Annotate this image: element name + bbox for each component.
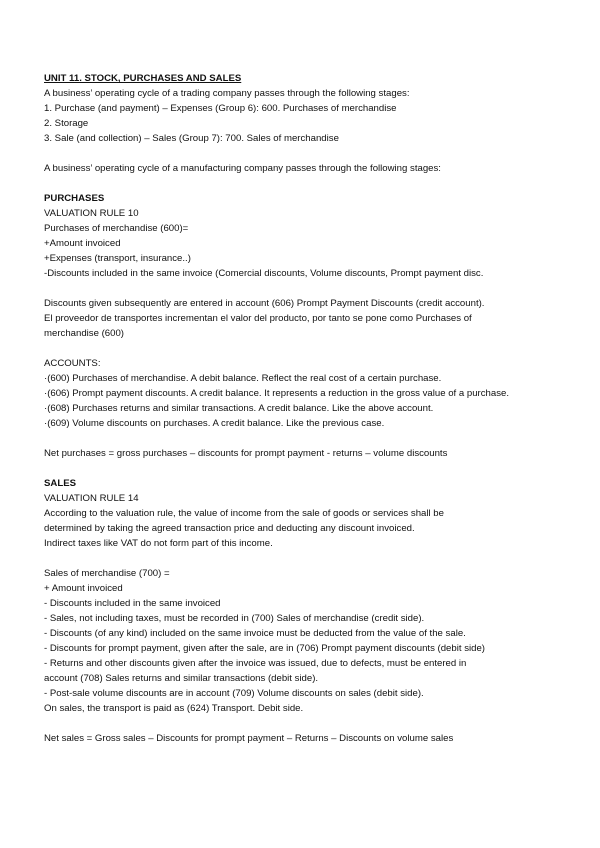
- unit-title: UNIT 11. STOCK, PURCHASES AND SALES: [44, 73, 242, 84]
- purchases-formula-line: +Expenses (transport, insurance..): [44, 253, 191, 264]
- sales-formula-line: - Discounts (of any kind) included on the same invoice must be deducted from the value of the sale.: [44, 628, 466, 639]
- manufacturing-cycle-text: A business’ operating cycle of a manufacturing company passes through the following stages:: [44, 163, 441, 174]
- sales-text-line: determined by taking the agreed transaction price and deducting any discount invoiced.: [44, 523, 415, 534]
- intro-line: 2. Storage: [44, 118, 89, 129]
- sales-formula-line: On sales, the transport is paid as (624) Transport. Debit side.: [44, 703, 304, 714]
- purchases-formula-line: Purchases of merchandise (600)=: [44, 223, 189, 234]
- purchases-formula-line: +Amount invoiced: [44, 238, 121, 249]
- sales-formula-line: + Amount invoiced: [44, 583, 123, 594]
- sales-text-line: According to the valuation rule, the value of income from the sale of goods or services shall be: [44, 508, 444, 519]
- intro-line: A business’ operating cycle of a trading company passes through the following stages:: [44, 88, 410, 99]
- sales-heading: SALES: [44, 478, 76, 489]
- purchases-formula-line: -Discounts included in the same invoice (Comercial discounts, Volume discounts, Prompt payment disc.: [44, 268, 484, 279]
- sales-formula-line: - Returns and other discounts given after the invoice was issued, due to defects, must be entered in: [44, 658, 467, 669]
- sales-text-line: Indirect taxes like VAT do not form part of this income.: [44, 538, 273, 549]
- account-item: ·(609) Volume discounts on purchases. A credit balance. Like the previous case.: [44, 418, 385, 429]
- purchases-note: El proveedor de transportes incrementan el valor del producto, por tanto se pone como Purchases of: [44, 313, 472, 324]
- valuation-rule-14: VALUATION RULE 14: [44, 493, 139, 504]
- sales-formula-line: - Discounts included in the same invoiced: [44, 598, 221, 609]
- valuation-rule-10: VALUATION RULE 10: [44, 208, 139, 219]
- purchases-heading: PURCHASES: [44, 193, 105, 204]
- account-item: ·(608) Purchases returns and similar transactions. A credit balance. Like the above account.: [44, 403, 434, 414]
- purchases-note: merchandise (600): [44, 328, 124, 339]
- account-item: ·(606) Prompt payment discounts. A credit balance. It represents a reduction in the gross value of a purchase.: [44, 388, 510, 399]
- account-item: ·(600) Purchases of merchandise. A debit balance. Reflect the real cost of a certain purchase.: [44, 373, 442, 384]
- net-purchases-formula: Net purchases = gross purchases – discounts for prompt payment - returns – volume discounts: [44, 448, 448, 459]
- net-sales-formula: Net sales = Gross sales – Discounts for prompt payment – Returns – Discounts on volume sales: [44, 733, 454, 744]
- sales-formula-line: - Post-sale volume discounts are in account (709) Volume discounts on sales (debit side).: [44, 688, 424, 699]
- accounts-heading: ACCOUNTS:: [44, 358, 101, 369]
- intro-line: 1. Purchase (and payment) – Expenses (Group 6): 600. Purchases of merchandise: [44, 103, 397, 114]
- sales-formula-line: - Discounts for prompt payment, given after the sale, are in (706) Prompt payment discounts (debit side): [44, 643, 485, 654]
- sales-formula-line: Sales of merchandise (700) =: [44, 568, 170, 579]
- sales-formula-line: account (708) Sales returns and similar transactions (debit side).: [44, 673, 319, 684]
- document-page: [44, 71, 589, 746]
- purchases-note: Discounts given subsequently are entered in account (606) Prompt Payment Discounts (credit account).: [44, 298, 485, 309]
- sales-formula-line: - Sales, not including taxes, must be recorded in (700) Sales of merchandise (credit side).: [44, 613, 425, 624]
- intro-line: 3. Sale (and collection) – Sales (Group 7): 700. Sales of merchandise: [44, 133, 339, 144]
